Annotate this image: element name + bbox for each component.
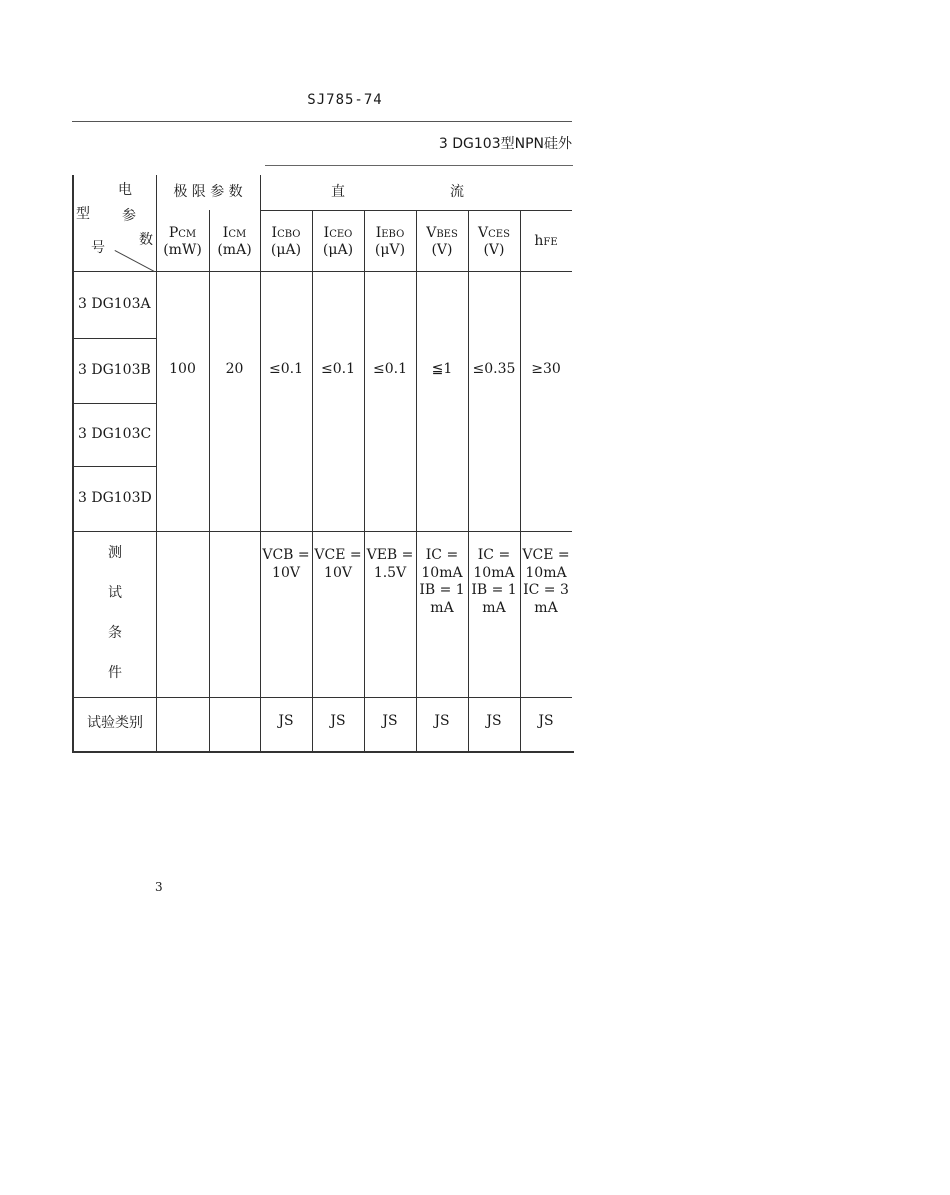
test-type-iceo: JS <box>330 713 346 730</box>
table-top-rule <box>265 165 573 166</box>
model-row-b: 3 DG103B <box>78 361 151 378</box>
table-bottom-border <box>72 751 574 753</box>
corner-count: 数 <box>139 232 153 249</box>
col-divider <box>520 210 521 753</box>
condition-icbo: VCB = 10V <box>262 547 310 581</box>
group-dc-header-2: 流 <box>450 183 464 200</box>
corner-param: 参 <box>122 208 136 225</box>
row-divider <box>72 531 572 532</box>
document-code: SJ785-74 <box>307 92 383 108</box>
condition-vbes: IC = 10mA IB = 1 mA <box>419 547 465 616</box>
value-icm: 20 <box>225 361 244 378</box>
value-vbes: ≦1 <box>431 361 453 378</box>
col-header-icbo: ICBO (μA) <box>270 224 302 258</box>
model-row-c: 3 DG103C <box>78 425 152 442</box>
col-header-pcm: PCM (mW) <box>163 224 202 258</box>
col-header-vbes: VBES (V) <box>426 224 458 258</box>
condition-vces: IC = 10mA IB = 1 mA <box>471 547 517 616</box>
corner-electric: 电 <box>118 182 132 199</box>
col-header-vces: VCES (V) <box>478 224 510 258</box>
test-label-2: 试 <box>108 585 122 602</box>
value-icbo: ≤0.1 <box>269 361 303 378</box>
test-type-icbo: JS <box>278 713 294 730</box>
test-type-iebo: JS <box>382 713 398 730</box>
row-divider <box>260 210 572 211</box>
model-row-d: 3 DG103D <box>78 489 152 506</box>
col-divider <box>416 210 417 753</box>
col-divider <box>209 210 210 753</box>
test-label-3: 条 <box>108 625 122 642</box>
group-dc-header-1: 直 <box>331 183 345 200</box>
test-label-1: 测 <box>108 545 122 562</box>
group-limits-header: 极 限 参 数 <box>173 183 243 200</box>
col-header-iceo: ICEO (μA) <box>322 224 354 258</box>
test-type-vces: JS <box>486 713 502 730</box>
test-type-hfe: JS <box>538 713 554 730</box>
condition-iebo: VEB = 1.5V <box>366 547 414 581</box>
col-header-icm: ICM (mA) <box>217 224 252 258</box>
test-type-vbes: JS <box>434 713 450 730</box>
corner-number: 号 <box>91 240 105 257</box>
condition-hfe: VCE = 10mA IC = 3 mA <box>522 547 570 616</box>
col-header-hfe: hFE <box>534 233 558 250</box>
col-divider <box>364 210 365 753</box>
col-divider <box>468 210 469 753</box>
test-label-4: 件 <box>108 665 122 682</box>
value-iceo: ≤0.1 <box>321 361 355 378</box>
page-number: 3 <box>155 880 163 894</box>
col-divider <box>312 210 313 753</box>
value-iebo: ≤0.1 <box>373 361 407 378</box>
value-pcm: 100 <box>169 361 196 378</box>
col-header-iebo: IEBO (μV) <box>374 224 406 258</box>
corner-type: 型 <box>76 206 90 223</box>
condition-iceo: VCE = 10V <box>314 547 362 581</box>
value-hfe: ≥30 <box>531 361 561 378</box>
model-row-a: 3 DG103A <box>78 295 151 312</box>
document-subtitle: 3 DG103型NPN硅外 <box>438 136 572 152</box>
header-rule <box>72 121 572 122</box>
value-vces: ≤0.35 <box>472 361 516 378</box>
test-type-label: 试验类别 <box>87 715 143 732</box>
spec-table <box>72 175 574 753</box>
